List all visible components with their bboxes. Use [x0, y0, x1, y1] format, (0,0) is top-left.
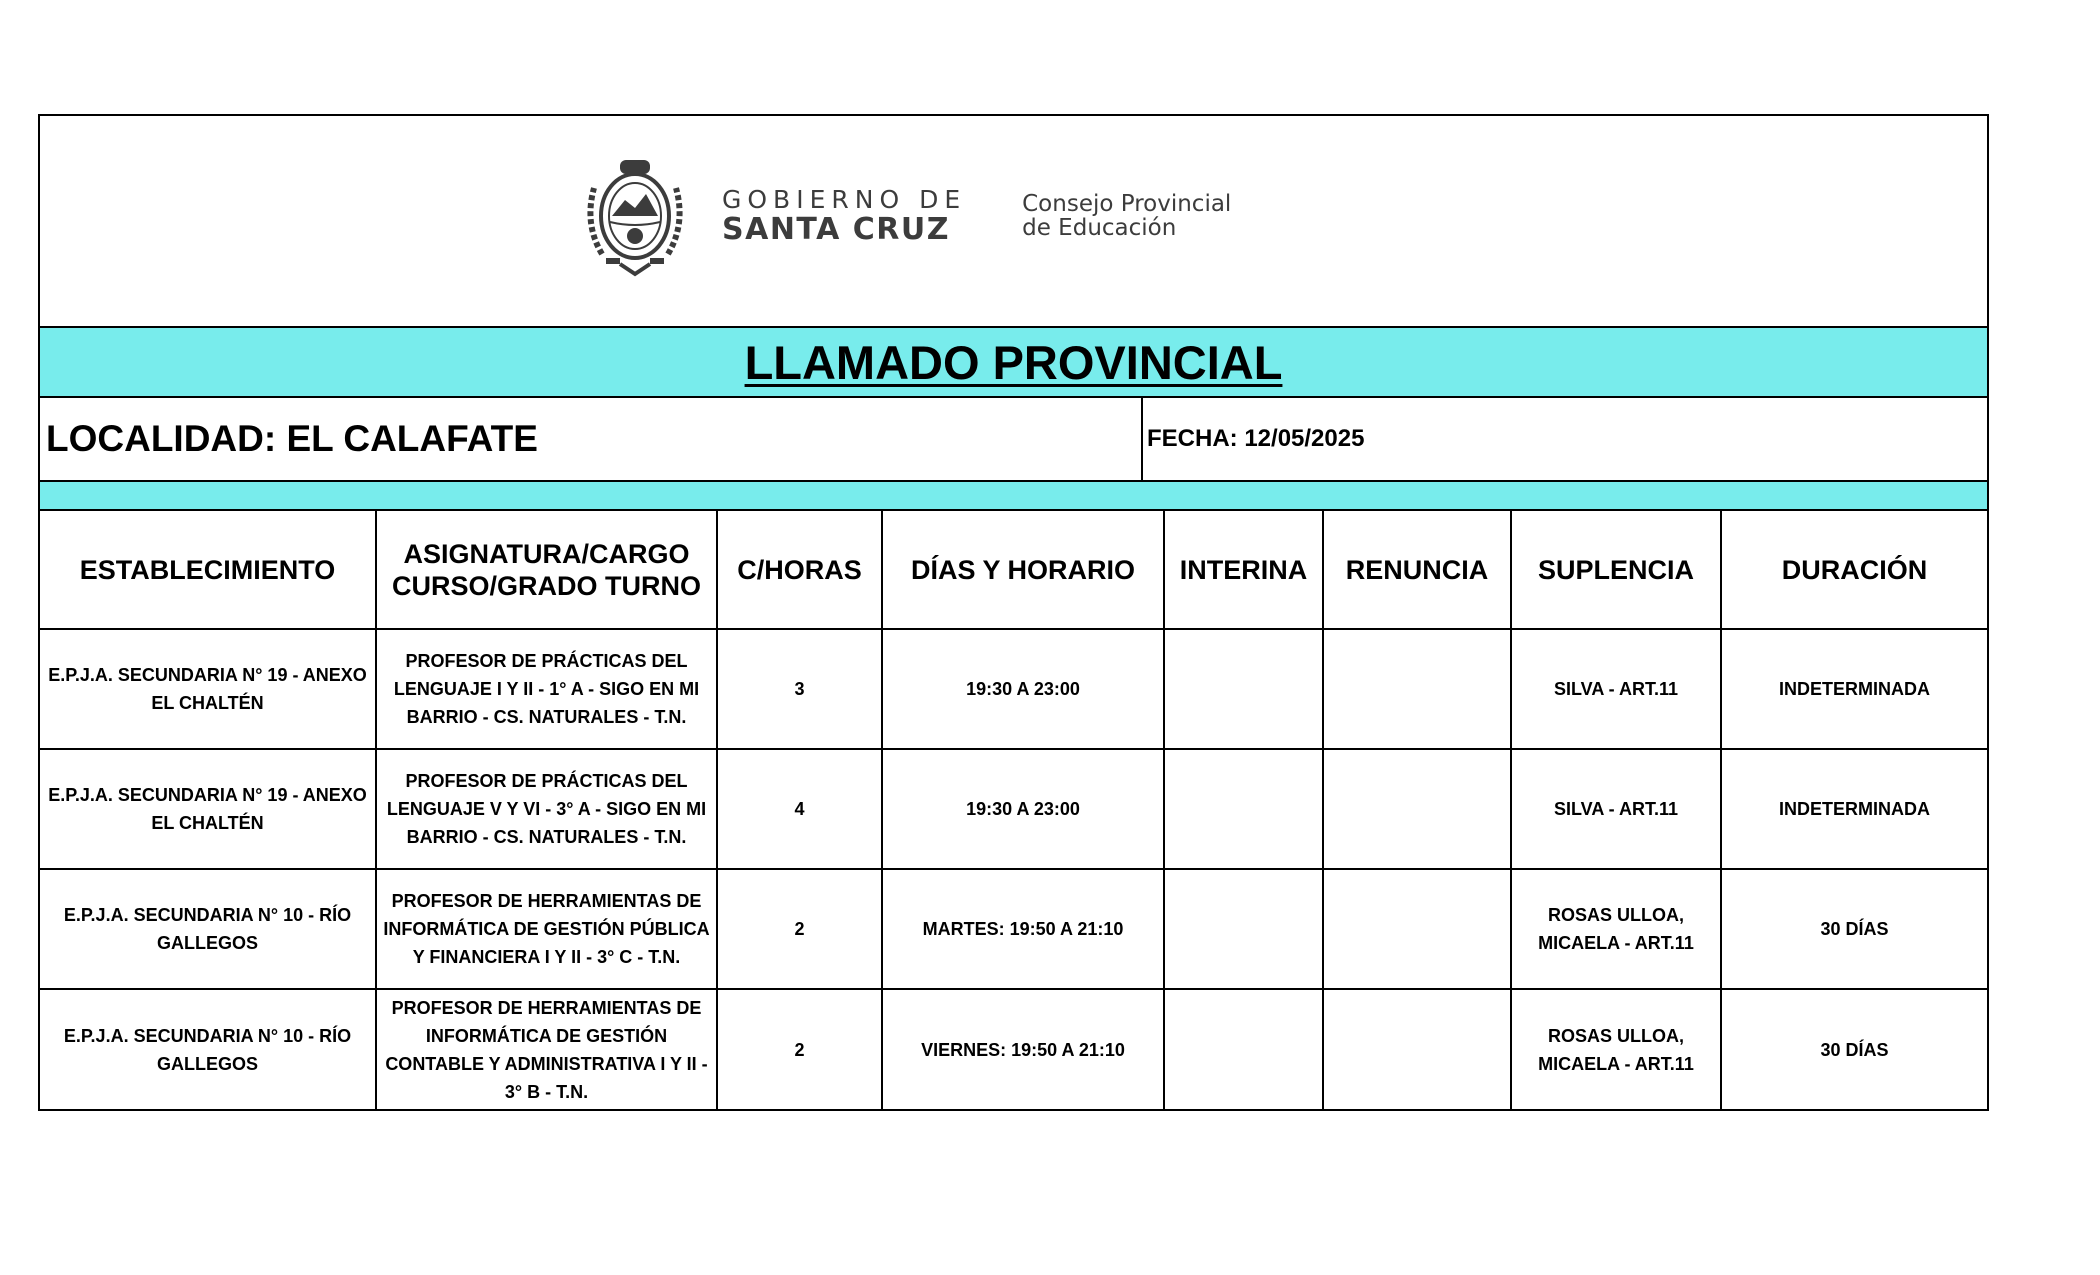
- government-name: [722, 185, 966, 247]
- date-cell: [1143, 398, 1987, 480]
- cell-renuncia: [1323, 989, 1511, 1109]
- cell-asignatura: PROFESOR DE PRÁCTICAS DEL LENGUAJE I Y II - 1° A - SIGO EN MI BARRIO - CS. NATURALES - T.N.: [376, 629, 717, 749]
- cell-dias-horario: VIERNES: 19:50 A 21:10: [882, 989, 1164, 1109]
- header-dias-horario: DÍAS Y HORARIO: [882, 511, 1164, 629]
- cell-interina: [1164, 749, 1323, 869]
- council-line-1: Consejo Provincial: [1022, 191, 1232, 217]
- cell-renuncia: [1323, 869, 1511, 989]
- cell-renuncia: [1323, 629, 1511, 749]
- header-asignatura: ASIGNATURA/CARGO CURSO/GRADO TURNO: [376, 511, 717, 629]
- page-title: LLAMADO PROVINCIAL: [744, 335, 1283, 389]
- vacancy-table: [40, 511, 1987, 1109]
- location-text: LOCALIDAD: EL CALAFATE: [46, 418, 538, 459]
- government-line-1: GOBIERNO DE: [722, 185, 967, 214]
- location-cell: [40, 398, 1143, 480]
- header-establecimiento: ESTABLECIMIENTO: [40, 511, 376, 629]
- cell-suplencia: ROSAS ULLOA, MICAELA - ART.11: [1511, 989, 1721, 1109]
- title-bar: [40, 328, 1987, 398]
- cell-duracion: INDETERMINADA: [1721, 629, 1987, 749]
- header-interina: INTERINA: [1164, 511, 1323, 629]
- cell-horas: 4: [717, 749, 882, 869]
- council-name: [1022, 192, 1231, 240]
- table-row: [40, 869, 1987, 989]
- cell-duracion: 30 DÍAS: [1721, 869, 1987, 989]
- header-renuncia: RENUNCIA: [1323, 511, 1511, 629]
- header-suplencia: SUPLENCIA: [1511, 511, 1721, 629]
- cell-dias-horario: 19:30 A 23:00: [882, 629, 1164, 749]
- table-header-row: [40, 511, 1987, 629]
- cell-suplencia: ROSAS ULLOA, MICAELA - ART.11: [1511, 869, 1721, 989]
- document-sheet: [38, 114, 1989, 1111]
- cell-asignatura: PROFESOR DE HERRAMIENTAS DE INFORMÁTICA DE GESTIÓN CONTABLE Y ADMINISTRATIVA I Y II - 3° B - T.N.: [376, 989, 717, 1109]
- cell-dias-horario: MARTES: 19:50 A 21:10: [882, 869, 1164, 989]
- cell-interina: [1164, 869, 1323, 989]
- cell-establecimiento: E.P.J.A. SECUNDARIA N° 10 - RÍO GALLEGOS: [40, 869, 376, 989]
- header-duracion: DURACIÓN: [1721, 511, 1987, 629]
- cell-asignatura: PROFESOR DE HERRAMIENTAS DE INFORMÁTICA DE GESTIÓN PÚBLICA Y FINANCIERA I Y II - 3° C - T.N.: [376, 869, 717, 989]
- cell-asignatura: PROFESOR DE PRÁCTICAS DEL LENGUAJE V Y VI - 3° A - SIGO EN MI BARRIO - CS. NATURALES - T.N.: [376, 749, 717, 869]
- location-row: [40, 398, 1987, 482]
- cell-duracion: 30 DÍAS: [1820, 1039, 1889, 1060]
- date-text: FECHA: 12/05/2025: [1147, 425, 1365, 452]
- cell-horas: 2: [717, 869, 882, 989]
- cell-horas: 3: [717, 629, 882, 749]
- cell-establecimiento: E.P.J.A. SECUNDARIA N° 10 - RÍO GALLEGOS: [40, 989, 376, 1109]
- cell-dias-horario: 19:30 A 23:00: [882, 749, 1164, 869]
- cell-suplencia: SILVA - ART.11: [1511, 749, 1721, 869]
- cell-establecimiento: E.P.J.A. SECUNDARIA N° 19 - ANEXO EL CHALTÉN: [40, 629, 376, 749]
- accent-separator: [40, 482, 1987, 511]
- council-line-2: de Educación: [1022, 215, 1177, 241]
- cell-renuncia: [1323, 749, 1511, 869]
- cell-suplencia: SILVA - ART.11: [1511, 629, 1721, 749]
- cell-interina: [1164, 629, 1323, 749]
- table-row: [40, 749, 1987, 869]
- cell-establecimiento: E.P.J.A. SECUNDARIA N° 19 - ANEXO EL CHALTÉN: [40, 749, 376, 869]
- government-line-2: SANTA CRUZ: [722, 212, 950, 247]
- header-horas: C/HORAS: [717, 511, 882, 629]
- cell-horas: 2: [717, 989, 882, 1109]
- cell-duracion: INDETERMINADA: [1721, 749, 1987, 869]
- table-row: [40, 989, 1987, 1109]
- government-logo: [580, 154, 1231, 278]
- table-row: [40, 629, 1987, 749]
- cell-interina: [1164, 989, 1323, 1109]
- provincial-seal-icon: [580, 154, 690, 278]
- header-box: [40, 116, 1987, 328]
